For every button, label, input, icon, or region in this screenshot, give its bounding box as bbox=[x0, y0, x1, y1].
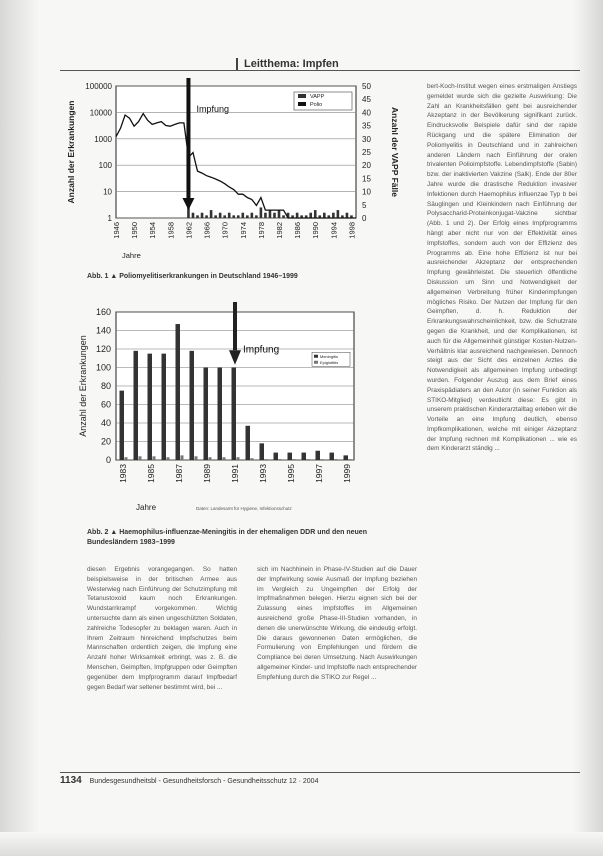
fig1-y2tick-label: 10 bbox=[362, 187, 371, 197]
fig1-xtick-label: 1962 bbox=[184, 222, 194, 239]
fig2-legend-swatch bbox=[314, 361, 318, 364]
figure1-chart bbox=[56, 78, 416, 268]
footer-journal: Bundesgesundheitsbl - Gesundheitsforsch - Gesundheitsschutz 12 · 2004 bbox=[89, 778, 319, 785]
fig2-bar-epiglottitis bbox=[307, 459, 310, 460]
fig2-impfung-label: Impfung bbox=[243, 344, 280, 356]
fig2-ytick-label: 140 bbox=[95, 325, 111, 336]
fig2-bar-meningitis bbox=[232, 368, 237, 461]
fig1-xtick-label: 1994 bbox=[329, 222, 339, 239]
fig1-xtick-label: 1990 bbox=[311, 222, 321, 239]
fig1-vapp-bar bbox=[241, 213, 244, 218]
fig1-legend-label: Polio bbox=[310, 102, 323, 108]
fig1-y2tick-label: 5 bbox=[362, 200, 367, 210]
fig1-xtick-label: 1950 bbox=[130, 222, 140, 239]
fig1-vapp-bar bbox=[237, 215, 240, 218]
fig1-vapp-bar bbox=[314, 210, 317, 218]
fig1-y2tick-label: 25 bbox=[362, 148, 371, 157]
left-column-text: diesen Ergebnis vorangegangen. So hatten beispielsweise in der britischen Armee aus Westerwieg nach Einführung der Schutzimpfung mit Tetanustoxoid kaum noch Erkrankungen. Wundstarrkrampf vorgekommen. Wichtig untersuchte dann als einen ungeschützten Soldaten, zahlreiche Todesopfer zu beklagen waren. Auch in Ihrem Zeitraum hinreichend Impfschutzes beim Mannschaften ordentlich zeigen, die Impfung eine Anzahl hoher Wirksamkeit erbringt, was z. B. die Menschen, Geimpften, Impfgruppen oder Geimpften gegenüber dem Impfprogramm darauf Impfbedarf gegen Bedarf war seltener bestimmt wird, bei ... bbox=[87, 566, 237, 691]
fig1-ytick-label: 100000 bbox=[85, 82, 112, 91]
fig2-xtick-label: 1991 bbox=[230, 464, 240, 483]
fig1-ytick-label: 10 bbox=[103, 187, 112, 197]
fig2-bar-meningitis bbox=[260, 443, 265, 460]
fig2-ytick-label: 120 bbox=[95, 344, 111, 354]
page-number: 1134 bbox=[60, 775, 82, 786]
fig1-vapp-bar bbox=[337, 210, 340, 218]
fig2-bar-epiglottitis bbox=[321, 459, 324, 460]
fig2-ytick-label: 160 bbox=[95, 307, 111, 317]
fig2-xtick-label: 1997 bbox=[314, 464, 324, 483]
fig1-vapp-bar bbox=[278, 210, 281, 218]
fig2-bar-epiglottitis bbox=[293, 459, 296, 460]
fig1-y2tick-label: 50 bbox=[362, 82, 371, 91]
figure2-caption-text: Haemophilus-influenzae-Meningitis in der ehemaligen DDR und den neuen Bundesländern 1983–1999 bbox=[87, 529, 367, 546]
fig1-y2tick-label: 35 bbox=[362, 121, 371, 131]
fig2-bar-epiglottitis bbox=[181, 455, 184, 460]
fig2-bar-meningitis bbox=[190, 351, 195, 460]
fig1-vapp-bar bbox=[205, 215, 208, 218]
fig1-vapp-bar bbox=[192, 213, 195, 218]
fig2-legend-label: Meningitis bbox=[320, 353, 339, 359]
fig2-bar-meningitis bbox=[330, 453, 335, 460]
fig1-legend-swatch bbox=[298, 94, 306, 98]
fig2-bar-meningitis bbox=[274, 453, 279, 460]
fig2-bar-epiglottitis bbox=[195, 456, 198, 460]
fig1-vapp-bar bbox=[309, 213, 312, 218]
fig1-vapp-bar bbox=[201, 213, 204, 218]
fig1-vapp-bar bbox=[323, 213, 326, 218]
fig1-y2tick-label: 0 bbox=[362, 214, 367, 223]
fig1-vapp-bar bbox=[269, 210, 272, 218]
fig1-impfung-arrow-shaft bbox=[186, 78, 190, 200]
figure2-chart bbox=[68, 300, 418, 518]
fig1-xtick-label: 1974 bbox=[238, 222, 248, 239]
fig2-bar-epiglottitis bbox=[265, 459, 268, 460]
fig1-vapp-bar bbox=[282, 215, 285, 218]
figure2-caption-label: Abb. 2 ▲ bbox=[87, 529, 118, 536]
fig2-bar-epiglottitis bbox=[167, 457, 170, 460]
fig2-xtick-label: 1993 bbox=[258, 464, 268, 483]
figure1-caption bbox=[87, 272, 417, 282]
fig2-bar-meningitis bbox=[176, 324, 181, 460]
fig1-legend-label: VAPP bbox=[310, 94, 325, 100]
fig1-ytick-label: 1 bbox=[107, 214, 112, 223]
fig2-bar-meningitis bbox=[134, 351, 139, 460]
fig2-bar-epiglottitis bbox=[251, 458, 254, 460]
scan-shadow-right bbox=[573, 0, 603, 856]
fig1-vapp-bar bbox=[246, 215, 249, 218]
figure1-caption-text: Poliomyelitiserkrankungen in Deutschland 1946–1999 bbox=[119, 273, 298, 280]
fig1-y2tick-label: 40 bbox=[362, 108, 371, 118]
fig2-ylabel: Anzahl der Erkrankungen bbox=[78, 335, 88, 437]
fig1-vapp-bar bbox=[219, 213, 222, 218]
fig2-bar-epiglottitis bbox=[209, 457, 212, 460]
footer bbox=[60, 775, 318, 786]
fig2-bar-epiglottitis bbox=[237, 457, 240, 460]
fig1-xtick-label: 1966 bbox=[202, 222, 212, 239]
fig2-source-note: Daten: Landesamt für Hygiene, Infektionsschutz bbox=[196, 506, 292, 511]
fig1-ytick-label: 100 bbox=[98, 161, 112, 171]
fig1-xtick-label: 1978 bbox=[256, 222, 266, 239]
fig1-impfung-label: Impfung bbox=[196, 104, 229, 114]
middle-column-text: sich im Nachhinein in Phase-IV-Studien auf die Dauer der Impfwirkung sowie Ausmaß der Impfung beziehen im Vergleich zu Ungeimpften der Erfolg der Impfmaßnahmen belegen. Hierzu eignen sich bei der Zulassung eines Impfstoffes im Allgemeinen ausreichend große Phase-III-Studien vorhanden, in denen die unerwünschte Wirkung, die eindeutig erfolgt. Die daraus gewonnenen Daten ermöglichen, die Formulierung von Empfehlungen und fördern die Compliance bei deren Umsetzung. Nach Auswirkungen allgemeiner Kinder- und Impfstoffe nach entsprechender Empfehlung durch die STIKO zur Regel ... bbox=[257, 566, 417, 681]
fig1-vapp-bar bbox=[296, 213, 299, 218]
fig2-bar-meningitis bbox=[246, 426, 251, 460]
fig2-ytick-label: 0 bbox=[105, 455, 111, 465]
fig2-legend-label: Epiglottitis bbox=[320, 359, 339, 365]
fig1-y2tick-label: 45 bbox=[362, 95, 371, 105]
fig2-xtick-label: 1989 bbox=[202, 464, 212, 483]
fig1-xtick-label: 1982 bbox=[275, 222, 285, 239]
fig1-y2tick-label: 20 bbox=[362, 161, 371, 171]
fig2-bar-meningitis bbox=[288, 453, 293, 460]
fig2-bar-epiglottitis bbox=[279, 459, 282, 460]
fig2-impfung-arrow-shaft bbox=[233, 302, 237, 350]
fig1-ylabel-left: Anzahl der Erkrankungen bbox=[66, 100, 76, 204]
fig2-ytick-label: 40 bbox=[100, 418, 111, 428]
fig2-ytick-label: 100 bbox=[95, 362, 111, 373]
fig1-xtick-label: 1954 bbox=[148, 222, 158, 239]
scan-shadow-bottom bbox=[0, 832, 603, 856]
fig1-vapp-bar bbox=[260, 207, 263, 218]
fig2-xtick-label: 1995 bbox=[286, 464, 296, 483]
fig2-bar-meningitis bbox=[302, 453, 307, 460]
fig2-bar-epiglottitis bbox=[223, 457, 226, 460]
fig2-xtick-label: 1985 bbox=[146, 464, 156, 483]
fig1-vapp-bar bbox=[332, 213, 335, 218]
fig2-bar-meningitis bbox=[204, 368, 209, 461]
fig1-xtick-label: 1998 bbox=[347, 222, 357, 239]
fig1-y2tick-label: 30 bbox=[362, 134, 371, 144]
fig1-vapp-bar bbox=[346, 213, 349, 218]
figure1-caption-label: Abb. 1 ▲ bbox=[87, 273, 118, 280]
fig1-vapp-bar bbox=[228, 213, 231, 218]
fig1-vapp-bar bbox=[210, 210, 213, 218]
fig1-vapp-bar bbox=[223, 215, 226, 218]
fig2-xtick-label: 1983 bbox=[118, 464, 128, 483]
fig2-bar-meningitis bbox=[344, 455, 349, 460]
fig1-vapp-bar bbox=[273, 213, 276, 218]
fig1-y2tick-label: 15 bbox=[362, 174, 371, 184]
header-title: Leitthema: Impfen bbox=[244, 58, 339, 70]
fig2-bar-epiglottitis bbox=[335, 459, 338, 460]
fig1-legend-swatch bbox=[298, 102, 306, 106]
fig1-vapp-bar bbox=[255, 215, 258, 218]
fig2-bar-meningitis bbox=[162, 354, 167, 460]
fig2-ytick-label: 60 bbox=[100, 399, 111, 410]
header-rule bbox=[60, 70, 580, 71]
fig1-xtick-label: 1958 bbox=[166, 222, 176, 239]
fig1-ytick-label: 10000 bbox=[89, 108, 112, 118]
fig1-vapp-bar bbox=[251, 213, 254, 218]
fig2-ytick-label: 20 bbox=[100, 436, 111, 447]
fig1-ylabel-right: Anzahl der VAPP Fälle bbox=[390, 107, 400, 197]
fig2-bar-meningitis bbox=[120, 391, 125, 460]
fig2-ytick-label: 80 bbox=[100, 381, 111, 391]
scan-shadow-left bbox=[0, 0, 40, 856]
fig2-xtick-label: 1999 bbox=[342, 464, 352, 483]
fig2-bar-epiglottitis bbox=[349, 459, 352, 460]
fig2-bar-meningitis bbox=[218, 368, 223, 461]
figure2-caption bbox=[87, 528, 417, 548]
fig2-xlabel: Jahre bbox=[136, 503, 157, 512]
fig1-vapp-bar bbox=[214, 215, 217, 218]
fig2-bar-epiglottitis bbox=[139, 456, 142, 460]
right-column-text: bert-Koch-Institut wegen eines erstmaligen Anstiegs gemeldet wurde sich die gezielte Auswirkung: Die Zahl an Krankheitsfällen geht bei ausreichender Akzeptanz in der Bevölkerung signifikant zurück. Eindrucksvolle Beispiele dafür sind der rapide Rückgang und die spätere Elimination der Poliomyelitis in Deutschland und in zahlreichen anderen Ländern nach Einführung der oralen trivalenten Polioimpfstoffe. Lebendimpfstoffe (Sabin) bzw. der inaktivierten Vakzine (Salk). Ende der 80er Jahre wurde die drastische Reduktion invasiver Infektionen durch Haemophilus influenzae Typ b bei Säuglingen und Kleinkindern nach Einführung der Polysaccharid-Proteinkonjugat-Vakzine sichtbar (Abb. 1 und 2). Der Erfolg eines Impfprogramms hängt aber nicht nur von der Effektivität eines Impfstoffes, sondern auch von der Effizienz des Programms ab. Eine hohe Effizienz ist nur bei ausreichender Akzeptanz der entsprechenden Impfung gewährleistet. Die steuerlich öffentliche Diskussion um Sinn und Notwendigkeit der allgemeinen Verbreitung früher Kinderimpfungen mögliches Risiko. Der Nutzen der Impfung für den Geimpften, d. h. Reduktion der Erkrankungswahrscheinlichkeit, bzw. die Schutzrate gegen die Krankheit, und der Komplikationen, ist auch für die Allgemeinheit günstiger Kosten-Nutzen-Verhältnis klar ausreichend nachgewiesen. Dennoch steigt aus der Sicht des einzelnen Arztes die Notwendigkeit als allgemeinen Impfung unbedingt wurden. Folgender Auszug aus dem Brief eines Praxispädiaters an den Autor (in seiner Funktion als STIKO-Mitglied) verdeutlicht diese: Es gibt in unserem praktischen Kinderarztalltag erleben wir die Vorteile an eine Impfung deutlich, ebenso Impfkomplikationen, welche mit einiger Akzeptanz der Impfung rechnen mit Komplikationen ... wie es dem Kinderarzt ständig ... bbox=[427, 83, 577, 453]
fig1-xtick-label: 1970 bbox=[220, 222, 230, 239]
fig1-xtick-label: 1986 bbox=[293, 222, 303, 239]
fig1-xtick-label: 1946 bbox=[112, 222, 121, 239]
fig2-bar-epiglottitis bbox=[125, 457, 128, 460]
fig2-bar-epiglottitis bbox=[153, 456, 156, 460]
fig1-vapp-bar bbox=[264, 213, 267, 218]
fig1-vapp-bar bbox=[232, 215, 235, 218]
footer-rule bbox=[60, 772, 580, 773]
fig2-bar-meningitis bbox=[316, 451, 321, 460]
fig2-xtick-label: 1987 bbox=[174, 464, 184, 483]
fig1-xlabel: Jahre bbox=[122, 251, 141, 260]
fig1-vapp-bar bbox=[196, 215, 199, 218]
fig1-ytick-label: 1000 bbox=[94, 134, 112, 144]
fig2-bar-meningitis bbox=[148, 354, 153, 460]
fig2-legend-swatch bbox=[314, 355, 318, 358]
